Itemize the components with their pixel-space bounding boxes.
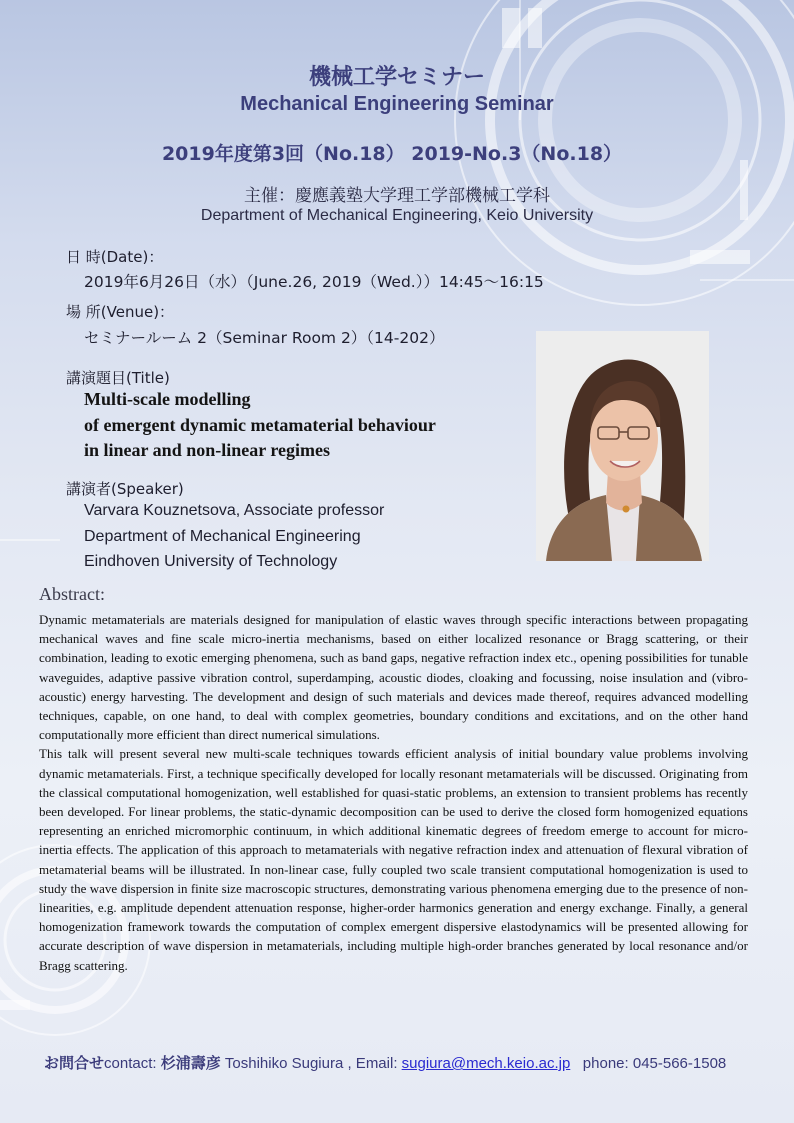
talk-title-line-3: in linear and non-linear regimes	[84, 440, 331, 460]
contact-label: お問合せ	[44, 1054, 105, 1072]
abstract-paragraph-1: Dynamic metamaterials are materials designed for manipulation of elastic waves through specific interactions between propagating mechanical waves and fine scale micro-inertia mechanisms, based on either localized resonance or Bragg scattering, or their combination, leading to exotic emerging phenomena, such as band gaps, negative refraction index etc., opening possibilities for tunable waveguides, adaptive passive vibration control, superdamping, acoustic diodes, cloaking and focussing, noise insulation and (vibro-acoustic) energy harvesting. The development and design of such materials and devices made thereof, requires advanced modelling techniques, capable, on one hand, to deal with complex geometries, boundary conditions and excitations, and on the other hand computationally more efficient than direct numerical simulations.	[39, 612, 748, 743]
talk-title-label: 講演題目(Title)	[66, 369, 170, 387]
speaker-position: , Associate professor	[235, 502, 385, 519]
date-label: 日 時(Date)：	[66, 248, 164, 266]
contact-phone: phone: 045-566-1508	[570, 1055, 727, 1072]
seminar-title-en: Mechanical Engineering Seminar	[240, 93, 554, 115]
contact-prefix: contact:	[104, 1055, 161, 1072]
speaker-photo	[536, 331, 709, 561]
speaker-university: Eindhoven University of Technology	[84, 553, 338, 570]
speaker-name-line	[84, 502, 384, 520]
contact-line	[44, 1052, 726, 1073]
venue-label: 場 所(Venue)：	[66, 303, 175, 321]
abstract-heading: Abstract:	[39, 584, 105, 604]
date-value: 2019年6月26日（水）（June.26, 2019（Wed.））14:45～16:15	[84, 273, 544, 291]
contact-name-jp: 杉浦壽彦	[160, 1054, 221, 1072]
seminar-title-jp: 機械工学セミナー	[308, 65, 485, 90]
speaker-label: 講演者(Speaker)	[66, 480, 184, 498]
talk-title-line-2: of emergent dynamic metamaterial behaviour	[84, 415, 436, 435]
venue-value: セミナールーム 2（Seminar Room 2）（14-202）	[84, 329, 445, 347]
host-en: Department of Mechanical Engineering, Keio University	[200, 207, 594, 224]
speaker-department: Department of Mechanical Engineering	[84, 528, 361, 545]
speaker-name: Varvara Kouznetsova	[84, 502, 236, 519]
contact-name-en: Toshihiko Sugiura , Email:	[220, 1055, 402, 1072]
abstract-paragraph-2: This talk will present several new multi-scale techniques towards efficient analysis of initial boundary value problems involving dynamic metamaterials. First, a technique specifically developed for locally resonant metamaterials will be discussed. Originating from the classical computational homogenization, well established for quasi-static problems, an extension to transient problems has recently been developed. For linear problems, the static-dynamic decomposition can be used to derive the closed form homogenized equations representing an enriched micromorphic continuum, in which additional kinematic degrees of freedom emerge to account for micro-inertia effects. The application of this approach to metamaterials with negative refraction index and attenuation of flexural vibration of metamaterial beams will be illustrated. In non-linear case, fully coupled two scale transient computational homogenization is used to study the wave dispersion in finite size macroscopic structures, demonstrating various phenomena emerging due to the presence of non-linearities, e.g. amplitude dependent attenuation response, higher-order harmonics generation and energy exchange. Finally, a general homogenization framework towards the computation of complex emergent dispersive elastodynamics will be presented allowing for accurate description of wave dispersion in metamaterials, including multiple high-order branches generated by local resonance and/or Bragg scattering.	[39, 746, 748, 973]
abstract-body	[39, 610, 748, 975]
seminar-number: 2019年度第3回（No.18） 2019-No.3（No.18）	[161, 143, 623, 165]
talk-title-line-1: Multi-scale modelling	[84, 389, 251, 409]
host-jp: 主催：慶應義塾大学理工学部機械工学科	[244, 186, 550, 206]
contact-email-link[interactable]: sugiura@mech.keio.ac.jp	[401, 1055, 571, 1072]
